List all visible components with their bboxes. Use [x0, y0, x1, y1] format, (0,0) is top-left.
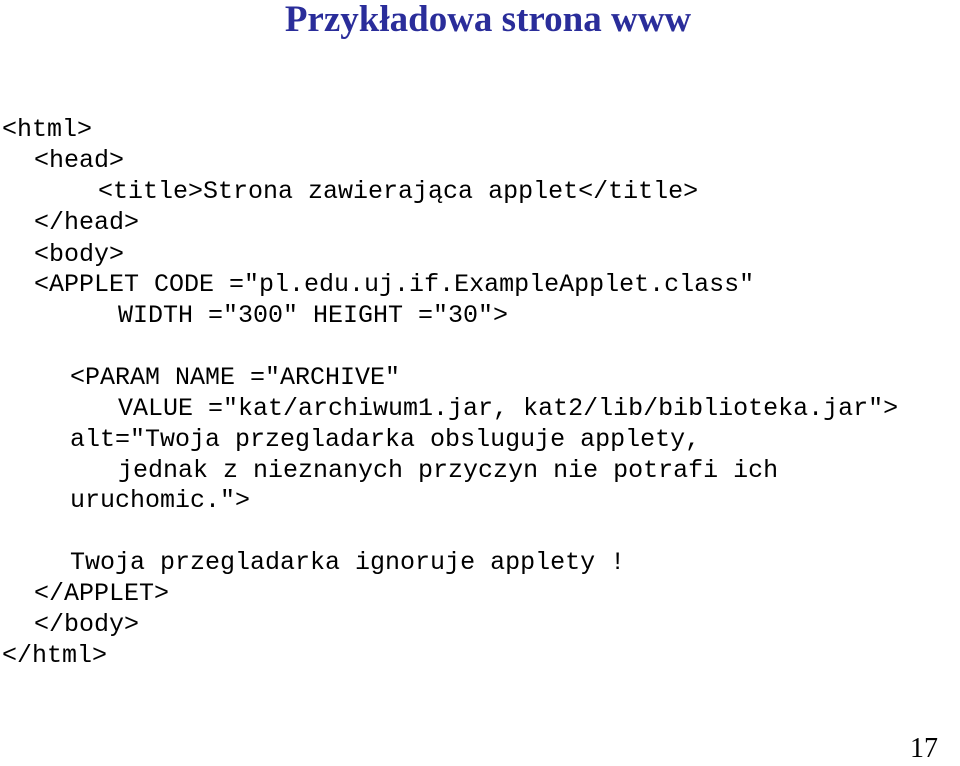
- code-line: alt="Twoja przegladarka obsluguje applety,: [70, 425, 701, 454]
- code-line: <APPLET CODE ="pl.edu.uj.if.ExampleApplet.class": [34, 270, 755, 299]
- code-line: jednak z nieznanych przyczyn nie potrafi ich: [118, 456, 779, 485]
- code-line: <PARAM NAME ="ARCHIVE": [70, 363, 401, 392]
- code-line: </head>: [34, 208, 140, 237]
- code-line: uruchomic.">: [70, 486, 251, 515]
- page-number: 17: [910, 733, 938, 764]
- code-line: <head>: [34, 146, 125, 175]
- code-line: </body>: [34, 610, 140, 639]
- slide-title: Przykładowa strona www: [284, 0, 692, 40]
- code-line: </html>: [2, 641, 108, 670]
- code-line: <html>: [2, 115, 93, 144]
- code-line: Twoja przegladarka ignoruje applety !: [70, 548, 626, 577]
- code-line: <body>: [34, 240, 125, 269]
- code-line: <title>Strona zawierająca applet</title>: [98, 177, 699, 206]
- code-line: </APPLET>: [34, 579, 170, 608]
- code-line: VALUE ="kat/archiwum1.jar, kat2/lib/biblioteka.jar">: [118, 394, 899, 423]
- code-line: WIDTH ="300" HEIGHT ="30">: [118, 301, 509, 330]
